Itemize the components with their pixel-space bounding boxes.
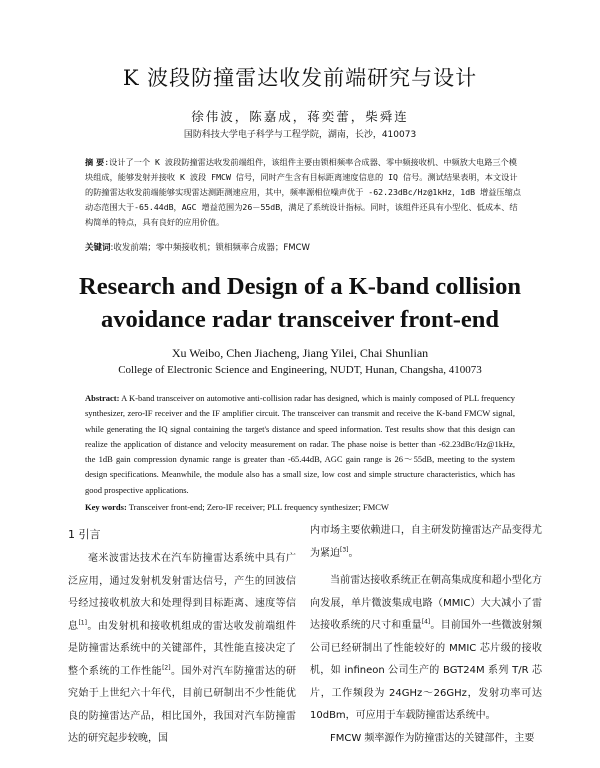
chinese-abstract [85, 155, 525, 230]
intro-p2-text-b: 。目前国外一些微波射频公司已经研制出了性能较好的 MMIC 芯片级的接收机，如 infineon 公司生产的 BGT24M 系列 T/R 芯片，工作频段为 24GHz～26GHz，发射功率可达 10dBm，可应用于车载防撞雷达系统中。 [310, 620, 542, 721]
intro-p2-text-a: 当前雷达接收系统正在朝高集成度和超小型化方向发展，单片微波集成电路（MMIC）大大减小了雷达接收系统的尺寸和重量 [310, 575, 542, 631]
english-affiliation: College of Electronic Science and Engineering, NUDT, Hunan, Changsha, 410073 [118, 364, 482, 376]
chinese-abstract-text: :设计了一个 K 波段防撞雷达收发前端组件，该组件主要由锁相频率合成器、零中频接收机、中频放大电路三个模块组成，能够发射并接收 K 波段 FMCW 信号，同时产生含有目标距离速度信息的 IQ 信号。测试结果表明，本文设计的防撞雷达收发前端能够实现雷达测距测速应用，其中，频率源相位噪声优于 -62.23dBc/Hz@1kHz，1dB 增益压缩点动态范围大于-65.44dB，AGC 增益范围为26－55dB，满足了系统设计指标。同时，该组件还具有小型化、低成本、结构简单的特点，具有良好的应用价值。 [85, 157, 521, 227]
body-column-right [310, 520, 542, 750]
english-title [0, 270, 600, 336]
section-heading-introduction: 1 引言 [68, 528, 101, 541]
english-title-line2: avoidance radar transceiver front-end [100, 306, 500, 333]
english-keywords [85, 502, 525, 512]
chinese-keywords [85, 241, 525, 253]
intro-paragraph-1-continued [310, 520, 542, 565]
citation-1: [1] [78, 619, 87, 627]
english-keywords-label: Key words: [85, 502, 127, 512]
citation-3: [3] [340, 546, 349, 554]
chinese-keywords-label: 关键词 [85, 243, 111, 253]
intro-p1-text-a: 毫米波雷达技术在汽车防撞雷达系统中具有广泛应用，通过发射机发射雷达信号，产生的回波信号经过接收机放大和处理得到目标距离、速度等信息 [68, 553, 296, 632]
chinese-abstract-label: 摘 要 [85, 157, 105, 167]
intro-p1-cont-text: 内市场主要依赖进口，自主研发防撞雷达产品变得尤为紧迫 [310, 525, 542, 559]
english-keywords-text: Transceiver front-end; Zero-IF receiver; PLL frequency synthesizer; FMCW [126, 502, 389, 512]
english-title-line1: Research and Design of a K-band collision [79, 273, 521, 300]
english-abstract-text: A K-band transceiver on automotive anti-collision radar has designed, which is mainly composed of PLL frequency synthesizer, zero-IF receiver and the IF amplifier circuit. The transceiver can transmit and receive the K-band FMCW signal, while generating the IQ signal containing the target's distance and speed information. Test results show that this design can realize the application of distance and velocity measurement on radar. The phase noise is better than -62.23dBc/Hz@1kHz, the 1dB gain compression dynamic range is greater than -65.44dB, AGC gain range is 26～55dB, meeting to the system design specifications. Meanwhile, the module also has a small size, low cost and simple structure characteristics, which has good prospective applications. [85, 393, 515, 495]
english-authors: Xu Weibo, Chen Jiacheng, Jiang Yilei, Chai Shunlian [171, 346, 429, 360]
body-column-left [68, 548, 296, 751]
citation-4: [4] [421, 618, 431, 626]
chinese-affiliation: 国防科技大学电子科学与工程学院，湖南，长沙，410073 [183, 130, 417, 140]
intro-p1-text-c: 。国外对汽车防撞雷达的研究始于上世纪六十年代，目前已研制出不少性能优良的防撞雷达产品，相比国外，我国对汽车防撞雷达的研究起步较晚，国 [68, 665, 297, 744]
citation-2: [2] [162, 664, 171, 672]
intro-paragraph-3: FMCW 频率源作为防撞雷达的关键部件，主要 [330, 732, 535, 744]
intro-paragraph-2 [310, 570, 542, 728]
chinese-keywords-text: :收发前端；零中频接收机；锁相频率合成器；FMCW [110, 243, 310, 253]
intro-p1-cont-end: 。 [348, 547, 359, 559]
chinese-authors: 徐伟波，陈嘉成，蒋奕蕾，柴舜连 [191, 109, 409, 124]
chinese-title: K 波段防撞雷达收发前端研究与设计 [122, 66, 478, 90]
intro-paragraph-1 [68, 548, 296, 751]
intro-p1-text-b: 。由发射机和接收机组成的雷达收发前端组件是防撞雷达系统中的关键部件，其性能直接决定了整个系统的工作性能 [68, 620, 297, 677]
english-abstract-label: Abstract: [85, 393, 120, 403]
english-abstract [85, 391, 515, 498]
